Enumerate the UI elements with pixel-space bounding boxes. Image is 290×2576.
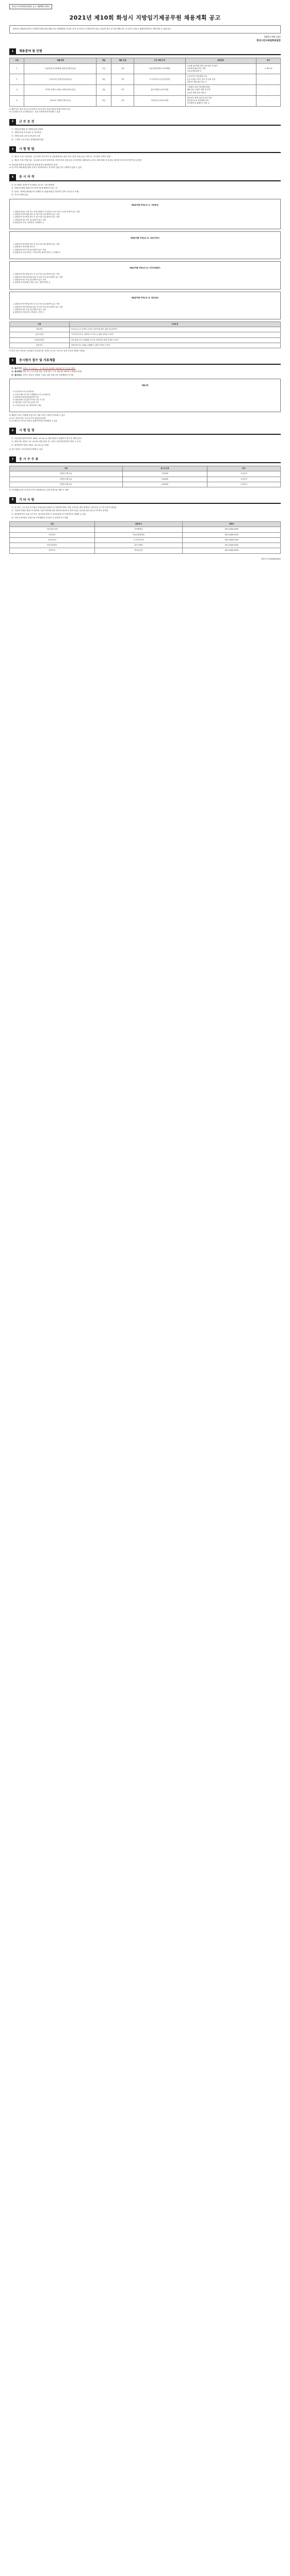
contact-dept: 도시디자인과: [94, 537, 183, 543]
box-body: ○ 관련분야 학사학위 취득 후 1년 이상 실무경력이 있는 사람 ○ 관련분야 전문학사학위 취득 후 3년 이상 실무경력이 있는 사람 ○ 관련분야 4년 이상 실무경력이 있는 사람 ※ 관련분야: 영상제작, 방송, 광고, 멀티미디어 등: [13, 273, 63, 284]
section-title: 시 험 일 정: [16, 428, 281, 434]
list-item: 가. 서류전형 합격자 발표: 2021. 10. 8.(금) 예정 (화성시 홈페이지 게시 및 개별 통보): [11, 437, 82, 439]
qualification-note: ※ 경력 산정 기준일은 원서접수 마감일이며, 경력은 공고일 기준으로 증빙 가능한 경력만 인정함: [9, 350, 85, 352]
box-title: 채용분야별 자격요건 (1. 아동복지): [131, 204, 159, 207]
section-number: 8: [9, 497, 16, 504]
section-7-header: [9, 456, 281, 463]
dept-cell: 정보통신과 정보보호팀: [134, 95, 185, 106]
contact-dept: 정보통신과: [94, 548, 183, 553]
list-item: 다. 지방공무원 수당 등에 관한 규정: [11, 135, 40, 137]
note-cell: 주 35시간: [256, 63, 281, 74]
pref-name: 미디어콘텐츠: [10, 337, 70, 343]
col-header: 직렬/직류: [24, 58, 96, 63]
announcement-number: 화성시지역개발위원회 공고 제2021-33호: [9, 4, 52, 9]
table-row: [10, 477, 281, 482]
pref-desc: 보육교사 1급 자격증 소지자, 어린이집 평가 관련 업무경력자: [69, 327, 281, 332]
contact-name: 미디어콘텐츠: [10, 543, 95, 548]
count-cell: 1명: [111, 95, 134, 106]
list-item: 다. 최종합격자가 임용 포기 또는 결격사유 발생 시 차순위자를 추가 합격자로 결정할 수 있음: [11, 513, 86, 515]
method-notes: ※ 서류전형 합격자 중 면접시험 결과에 따라 최종합격자 결정 ※ 응시자가 채용예정인원과 같거나 미달하더라도 적격자가 없을 경우 선발하지 않을 수 있음: [9, 163, 82, 168]
section-title: 응시원서 접수 및 서류제출: [16, 358, 281, 364]
table-row: [10, 337, 281, 343]
intro-box: 2021년 제10회 화성시 지방임기제공무원 채용시험 시행계획을 다음과 같이 공고하오니 지원자격이 있는 분들의 많은 응시를 바랍니다. 공고문은 화성시 홈페이지에서도 확인하실 수 있습니다.: [9, 25, 281, 33]
application-notes: ※ 제출된 서류는 반환하지 않으며, 허위 기재 시 합격이 취소될 수 있음 ※ 모든 증빙서류는 공고일 이후 발급분에 한함 ※ 응시원서 등 양식은 화성시 홈페이지에서 내려받을 수 있음: [9, 414, 65, 422]
table-row: [10, 74, 281, 85]
section-1-header: [9, 48, 281, 55]
section-title: 응 시 자 격: [16, 174, 281, 181]
note-cell: -: [256, 85, 281, 96]
contact-dept: 자치행정과: [94, 527, 183, 532]
contact-tel: 031-5189-2000: [183, 527, 281, 532]
table-row: [10, 532, 281, 537]
fee-grade: 일반임기제 마급: [10, 482, 123, 487]
pref-desc: 정보보안기사, CISA, CISSP 등 관련 자격증 소지자: [69, 343, 281, 348]
list-item: 나. 면접시험: 2021. 10. 14.(목) 예정 (장소 및 시간은 서류전형 합격자 발표 시 공고): [11, 440, 81, 443]
fee-amount: 7,000원: [122, 471, 207, 477]
col-header: 담당업무: [185, 58, 256, 63]
section-4-header: [9, 174, 281, 181]
contact-tel: 031-5189-2200: [183, 537, 281, 543]
contact-name: 아동복지: [10, 532, 95, 537]
section-2-header: [9, 119, 281, 126]
application-period: 가. 접수기간: 2021. 9. 24.(금) ~ 9. 30.(목) 09:00~18:00 (토·일요일 제외): [11, 367, 76, 369]
section-number: 1: [9, 48, 16, 55]
schedule-list: [11, 437, 281, 447]
box-title: 채용분야별 자격요건 (4. 정보보호): [131, 296, 159, 299]
table-row: [10, 543, 281, 548]
col-header: 구분: [10, 522, 95, 527]
row-number: 2: [10, 74, 24, 85]
qualification-common: [11, 184, 281, 197]
application-info: [11, 367, 281, 377]
section-number: 3: [9, 146, 16, 153]
table-row: [10, 548, 281, 553]
table-row: [10, 482, 281, 487]
dept-cell: 홍보기획관 뉴미디어팀: [134, 85, 185, 96]
contact-dept: 홍보기획관: [94, 543, 183, 548]
conditions-list: [11, 128, 281, 141]
dept-cell: 도시디자인과 공공디자인팀: [134, 74, 185, 85]
announcement-page: [9, 0, 281, 566]
list-item: 라. 그 밖의 근무조건은 관계법령에 따름: [11, 138, 44, 141]
section-number: 4: [9, 174, 16, 181]
list-item: 가. 응시연령: 20세 이상 (2001.12.31. 이전 출생자): [11, 183, 55, 186]
list-item: 다. 남자는 병역을 필하였거나 면제된 자 (임용예정일 전일까지 전역 가능한 자 포함): [11, 190, 79, 193]
table-row: [10, 95, 281, 106]
col-header: 비고: [207, 466, 281, 471]
fee-note: ※ 기초생활수급자 및 한부모가족 지원대상자는 관련 증빙서류 제출 시 면제: [9, 489, 69, 492]
row-number: 3: [10, 85, 24, 96]
col-header: 연락처: [183, 522, 281, 527]
col-header: 응시수수료: [122, 466, 207, 471]
list-item: 나. 지방공무원 보수업무 등 처리지침: [11, 131, 41, 134]
method-value: 방문 또는 등기우편 접수 (우편 접수 시 9. 30.(목) 18:00 도착분에 한함): [23, 370, 82, 373]
list-item: 나. 지방공무원법 제31조의 결격사유에 해당하지 않는 자: [11, 187, 57, 190]
box-title: 채용분야별 자격요건 (3. 미디어콘텐츠): [130, 266, 160, 269]
application-method: 나. 접수방법: 방문 또는 등기우편 접수 (우편 접수 시 9. 30.(목) 18:00 도착분에 한함): [11, 370, 82, 373]
place-label: 다. 접수장소: [11, 374, 22, 376]
field-cell: 미디어 콘텐츠 (영상) 일반임기제 (마급): [24, 85, 96, 96]
contact-tel: 031-5189-2100: [183, 532, 281, 537]
contact-tel: 031-5189-2400: [183, 548, 281, 553]
section-title: 채용분야 및 인원: [16, 48, 281, 55]
duty-cell: 공공디자인 진흥계획 수립 공공시설물 디자인 자문 및 심의 운영 경관 및 색채 관리 업무 등: [185, 74, 256, 85]
box-body: ① 응시원서 1부 (소정양식) ② 자기소개서 및 직무수행계획서 1부 (소정양식) ③ 최종학력 졸업(학위)증명서 1부 ④ 경력증명서 및 관련 자격증 사본 각 1부 ⑤ 개인정보 수집·이용 동의서 1부 ⑥ 주민등록초본 1부 (병역사항 기재): [13, 391, 51, 406]
box-title: 채용분야별 자격요건 (2. 공공디자인): [130, 236, 160, 239]
section-number: 6: [9, 428, 16, 434]
page-title: 2021년 제10회 화성시 지방임기제공무원 채용계획 공고: [69, 14, 221, 22]
field-cell: 정보보호 일반임기제 (마급): [24, 95, 96, 106]
preference-table: [9, 321, 281, 348]
qualification-box-1: [9, 199, 281, 229]
fee-table: [9, 466, 281, 487]
section-8-header: [9, 497, 281, 504]
contact-name: 시험 관련 문의: [10, 527, 95, 532]
col-header: 구분: [10, 58, 24, 63]
method-list: [11, 156, 281, 162]
col-header: 담당부서: [94, 522, 183, 527]
period-value: 2021. 9. 24.(금) ~ 9. 30.(목) 09:00~18:00 (토·일요일 제외): [23, 367, 76, 369]
method-label: 나. 접수방법: [11, 370, 22, 373]
section-title: 시 험 방 법: [16, 146, 281, 153]
table-row: [10, 537, 281, 543]
table-row: [10, 63, 281, 74]
pref-desc: 시각디자인기사, 컬러리스트기사 등 관련 자격증 소지자: [69, 332, 281, 337]
documents-box: [9, 379, 281, 412]
recruit-notes: ※ 채용기간: 최초 2년 (근무실적이 우수한 경우 5년의 범위 내에서 연장 가능) ※ 근무예정 부서 및 담당업무는 기관 사정에 따라 변경될 수 있음: [9, 108, 71, 113]
fee-note: 수입증지: [207, 482, 281, 487]
row-number: 4: [10, 95, 24, 106]
issuer: 화성시인사위원회위원장: [256, 40, 281, 43]
dept-cell: 아동친화정책과 보육정책팀: [134, 63, 185, 74]
schedule-note: ※ 상기 일정은 시험 운영상 변경될 수 있음: [9, 448, 43, 451]
duty-cell: 정보보호 정책 수립 및 보안 점검 개인정보보호 관리체계 운영 보안관제 및 침해사고 대응 등: [185, 95, 256, 106]
field-cell: 아동복지(시간선택제) 일반임기제 (다급): [24, 63, 96, 74]
place-value: 경기도 화성시 남양읍 시청로 159 화성시청 자치행정과 인사팀: [23, 374, 74, 376]
col-header: 구분: [10, 466, 123, 471]
recruit-table: [9, 58, 281, 106]
grade-cell: 라급: [96, 74, 111, 85]
section-number: 5: [9, 358, 16, 364]
section-title: 응 시 수 수 료: [16, 456, 281, 463]
period-label: 가. 접수기간: [11, 367, 22, 369]
fee-grade: 일반임기제 라급: [10, 477, 123, 482]
table-row: [10, 85, 281, 96]
section-5-header: [9, 358, 281, 364]
list-item: 가. 제1차 시험: 서류전형 - 응시자격 적격 여부 및 임용예정직무 관련 자격, 경력, 학위 등을 서면으로 심사하여 적격자 선발: [11, 156, 110, 158]
fee-amount: 5,000원: [122, 477, 207, 482]
count-cell: 1명: [111, 74, 134, 85]
list-item: 라. 거주지 제한 없음: [11, 194, 28, 196]
fee-amount: 5,000원: [122, 482, 207, 487]
section-6-header: [9, 428, 281, 434]
pref-desc: 영상 편집 프로그램 활용 능숙자, 방송영상 관련 자격증 소지자: [69, 337, 281, 343]
pref-name: 정보보호: [10, 343, 70, 348]
section-title: 기 타 사 항: [16, 497, 281, 504]
note-cell: -: [256, 74, 281, 85]
box-body: ○ 관련분야 학사학위 취득 후 2년 이상 실무경력이 있는 사람 ○ 관련분야 석사학위 취득자 ○ 관련분야 5년 이상 실무경력이 있는 사람 ※ 관련분야: 공공디자인, 시각디자인, 환경디자인, 도시계획 등: [13, 243, 61, 253]
duty-cell: 국공립 어린이집 위탁 운영 관리 및 평가 보육정책 관련 업무 지원 보육교직원 관리 등: [185, 63, 256, 74]
col-header: 구분: [10, 321, 70, 327]
row-number: 1: [10, 63, 24, 74]
list-item: 나. 시험에 부정한 방법으로 합격한 사실이 확인될 경우 합격을 취소하고 향후 5년간 공무원 임용시험 응시자격이 정지됨: [11, 510, 108, 512]
qualification-box-3: [9, 261, 281, 289]
list-item: 라. 기타 문의사항은 화성시청 자치행정과 인사팀으로 문의하시기 바람: [11, 516, 68, 519]
grade-cell: 마급: [96, 85, 111, 96]
qualification-box-2: [9, 231, 281, 259]
col-header: 계급: [96, 58, 111, 63]
contact-name: 공공디자인: [10, 537, 95, 543]
col-header: 우대요건: [69, 321, 281, 327]
table-row: [10, 332, 281, 337]
section-number: 7: [9, 456, 16, 463]
section-title: 근 무 조 건: [16, 119, 281, 126]
table-row: [10, 471, 281, 477]
pref-name: 공공디자인: [10, 332, 70, 337]
list-item: 나. 제2차 시험: 면접시험 - 공무원으로서의 정신자세, 전문지식과 응용능력, 의사표현의 정확성과 논리성, 예의·품행 및 성실성, 창의력·의지력 및 발전가능성 평정: [11, 159, 142, 161]
pref-name: 아동복지: [10, 327, 70, 332]
col-header: 채용 인원: [111, 58, 134, 63]
footer-issuer: 화성시인사위원회위원장: [261, 557, 281, 560]
note-cell: -: [256, 95, 281, 106]
count-cell: 1명: [111, 63, 134, 74]
list-item: 가. 응시자는 공고문과 응시원서 작성요령을 충분히 숙지하여야 하며, 이를 숙지하지 않아 발생하는 불이익은 응시자 본인의 책임임: [11, 506, 117, 509]
fee-grade: 일반임기제 다급: [10, 471, 123, 477]
contact-table: [9, 521, 281, 554]
box-title: 제출서류: [141, 384, 149, 386]
count-cell: 1명: [111, 85, 134, 96]
contact-dept: 아동친화정책과: [94, 532, 183, 537]
contact-name: 정보보호: [10, 548, 95, 553]
grade-cell: 다급: [96, 63, 111, 74]
grade-cell: 마급: [96, 95, 111, 106]
list-item: 다. 최종합격자 발표: 2021. 10. 22.(금) 예정: [11, 444, 49, 446]
etc-list: [11, 506, 281, 519]
contact-tel: 031-5189-2300: [183, 543, 281, 548]
list-item: 가. 지방공무원법 및 지방공무원 임용령: [11, 128, 43, 130]
fee-note: 수입증지: [207, 477, 281, 482]
table-row: [10, 527, 281, 532]
box-body: ○ 관련분야 학사학위 취득 후 1년 이상 실무경력이 있는 사람 ○ 관련분야 전문학사학위 취득 후 3년 이상 실무경력이 있는 사람 ○ 관련분야 4년 이상 실무경력이 있는 사람 ※ 관련분야: 정보보안, 정보통신, 전산 등: [13, 303, 63, 314]
application-place: 다. 접수장소: 경기도 화성시 남양읍 시청로 159 화성시청 자치행정과 인사팀: [11, 374, 74, 376]
duty-cell: 시정홍보 영상 기획·촬영·편집 SNS 홍보 콘텐츠 제작 및 운영 온라인 채널 운영 지원 등: [185, 85, 256, 96]
table-row: [10, 327, 281, 332]
col-header: 근무 예정 부서: [134, 58, 185, 63]
fee-note: 수입증지: [207, 471, 281, 477]
box-body: ○ 관련분야 6급 이상 또는 이에 상당하는 공무원으로 1년 이상 근무한 경력이 있는 사람 ○ 관련분야 학사학위 취득 후 3년 이상 실무경력이 있는 사람 ○ 관련분야 석사학위 취득 후 1년 이상 실무경력이 있는 사람 ○ 관련분야 4년 이상 실무경력이 있는 사람 ※ 관련분야: 보육, 아동복지, 사회복지 등: [13, 210, 80, 224]
field-cell: 공공디자인 일반임기제 (라급): [24, 74, 96, 85]
qualification-box-4: [9, 292, 281, 319]
col-header: 비고: [256, 58, 281, 63]
announcement-date: 2021년 9월 13일: [264, 35, 281, 38]
section-number: 2: [9, 119, 16, 126]
section-3-header: [9, 146, 281, 153]
table-row: [10, 343, 281, 348]
